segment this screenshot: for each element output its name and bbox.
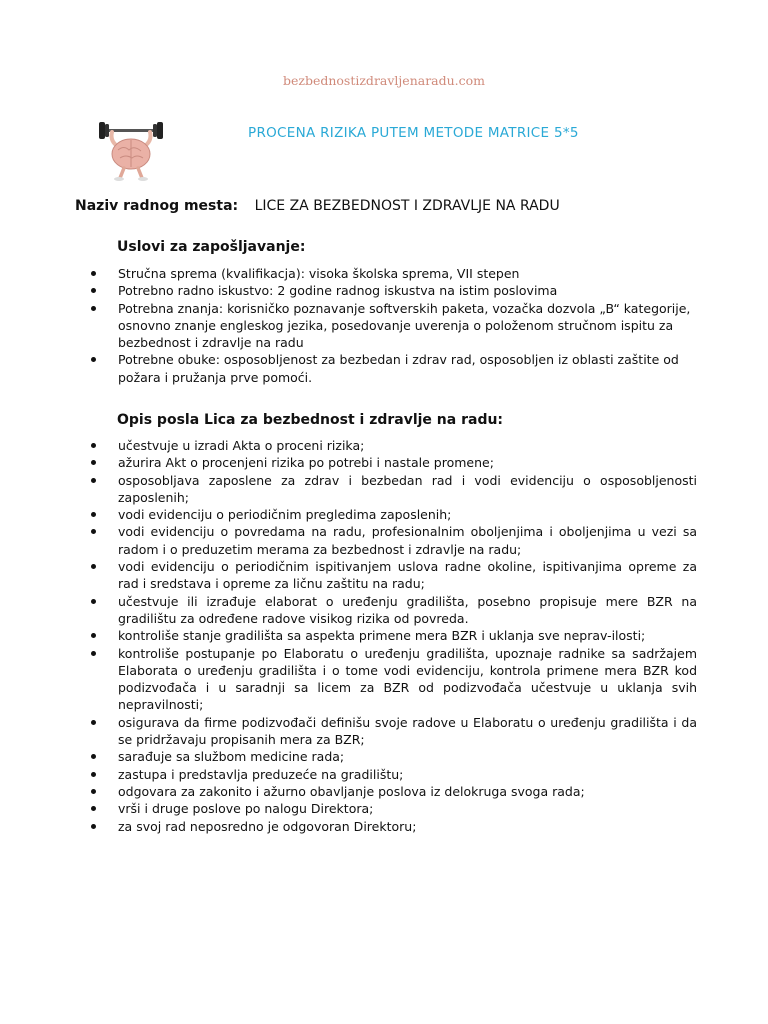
- list-item: vodi evidenciju o periodičnim ispitivanjem uslova radne okoline, ispitivanjima opreme za rad i sredstava i opreme za ličnu zaštitu na radu;: [89, 558, 697, 593]
- list-item: vrši i druge poslove po nalogu Direktora;: [89, 800, 697, 817]
- duties-heading: Opis posla Lica za bezbednost i zdravlje na radu:: [117, 412, 504, 428]
- site-url-link[interactable]: bezbednostizdravljenaradu.com: [282, 73, 486, 88]
- list-item: ažurira Akt o procenjeni rizika po potrebi i nastale promene;: [89, 454, 697, 471]
- list-item: odgovara za zakonito i ažurno obavljanje poslova iz delokruga svoga rada;: [89, 783, 697, 800]
- duties-list: [89, 437, 697, 835]
- job-title-row: [75, 198, 560, 214]
- list-item: sarađuje sa službom medicine rada;: [89, 748, 697, 765]
- list-item: za svoj rad neposredno je odgovoran Direktoru;: [89, 818, 697, 835]
- list-item: kontroliše postupanje po Elaboratu o uređenju gradilišta, upoznaje radnike sa sadržajem Elaborata o uređenju gradilišta i o tome vodi evidenciju, kontrola primene mera BZR kod podizvođača i u saradnji sa licem za BZR od podizvođača učestvuje u uklanja svih nepravilnosti;: [89, 645, 697, 714]
- list-item: Stručna sprema (kvalifikacja): visoka školska sprema, VII stepen: [89, 265, 697, 282]
- job-title-value: LICE ZA BEZBEDNOST I ZDRAVLJE NA RADU: [254, 198, 560, 214]
- list-item: osigurava da firme podizvođači definišu svoje radove u Elaboratu o uređenju gradilišta i da se pridržavaju propisanih mera za BZR;: [89, 714, 697, 749]
- list-item: vodi evidenciju o povredama na radu, profesionalnim oboljenjima i oboljenjima u vezi sa radom i o preduzetim merama za bezbednost i zdravlje na radu;: [89, 523, 697, 558]
- list-item: kontroliše stanje gradilišta sa aspekta primene mera BZR i uklanja sve neprav-ilosti;: [89, 627, 697, 644]
- list-item: učestvuje ili izrađuje elaborat o uređenju gradilišta, posebno propisuje mere BZR na gradilištu za određene radove visikog rizika od povreda.: [89, 593, 697, 628]
- list-item: Potrebne obuke: osposobljenost za bezbedan i zdrav rad, osposobljen iz oblasti zaštite od požara i pružanja prve pomoći.: [89, 351, 697, 386]
- list-item: osposobljava zaposlene za zdrav i bezbedan rad i vodi evidenciju o osposobljenosti zaposlenih;: [89, 472, 697, 507]
- document-title: PROCENA RIZIKA PUTEM METODE MATRICE 5*5: [248, 125, 579, 141]
- list-item: zastupa i predstavlja preduzeće na gradilištu;: [89, 766, 697, 783]
- job-title-label: Naziv radnog mesta:: [75, 198, 239, 214]
- list-item: Potrebno radno iskustvo: 2 godine radnog iskustva na istim poslovima: [89, 282, 697, 299]
- list-item: učestvuje u izradi Akta o proceni rizika;: [89, 437, 697, 454]
- brain-lifting-dumbbell-logo: [96, 118, 166, 182]
- list-item: vodi evidenciju o periodičnim pregledima zaposlenih;: [89, 506, 697, 523]
- list-item: Potrebna znanja: korisničko poznavanje softverskih paketa, vozačka dozvola „B“ kategorije, osnovno znanje engleskog jezika, posedovanje uverenja o položenom stručnom ispitu za bezbednost i zdravlje na radu: [89, 300, 697, 352]
- conditions-list: [89, 265, 697, 386]
- conditions-heading: Uslovi za zapošljavanje:: [117, 239, 306, 255]
